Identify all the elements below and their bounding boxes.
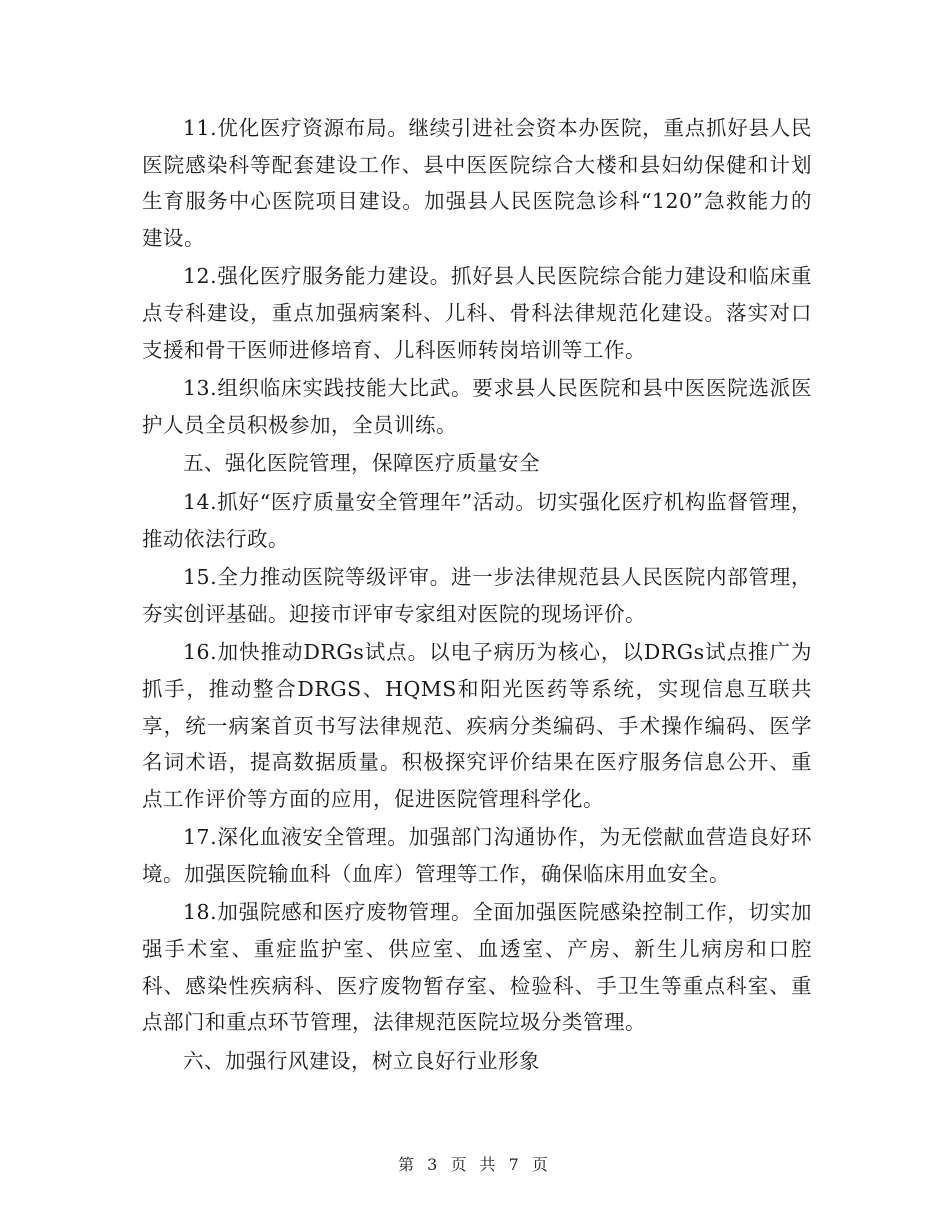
paragraph-12: 12.强化医疗服务能力建设。抓好县人民医院综合能力建设和临床重点专科建设，重点加强病案科、儿科、骨科法律规范化建设。落实对口支援和骨干医师进修培育、儿科医师转岗培训等工作。 [142, 264, 812, 362]
page-footer: 第 3 页 共 7 页 [398, 1155, 552, 1174]
section-heading-5: 五、强化医院管理，保障医疗质量安全 [183, 451, 540, 476]
paragraph-15: 15.全力推动医院等级评审。进一步法律规范县人民医院内部管理，夯实创评基础。迎接市评审专家组对医院的现场评价。 [142, 565, 812, 626]
document-body [142, 110, 812, 1081]
paragraph-16: 16.加快推动DRGs试点。以电子病历为核心，以DRGs试点推广为抓手，推动整合DRGS、HQMS和阳光医药等系统，实现信息互联共享，统一病案首页书写法律规范、疾病分类编码、手术操作编码、医学名词术语，提高数据质量。积极探究评价结果在医疗服务信息公开、重点工作评价等方面的应用，促进医院管理科学化。 [142, 640, 812, 811]
paragraph-11: 11.优化医疗资源布局。继续引进社会资本办医院，重点抓好县人民医院感染科等配套建设工作、县中医医院综合大楼和县妇幼保健和计划生育服务中心医院项目建设。加强县人民医院急诊科“120”急救能力的建设。 [142, 116, 812, 250]
paragraph-13: 13.组织临床实践技能大比武。要求县人民医院和县中医医院选派医护人员全员积极参加，全员训练。 [142, 376, 812, 437]
paragraph-18: 18.加强院感和医疗废物管理。全面加强医院感染控制工作，切实加强手术室、重症监护室、供应室、血透室、产房、新生儿病房和口腔科、感染性疾病科、医疗废物暂存室、检验科、手卫生等重点科室、重点部门和重点环节管理，法律规范医院垃圾分类管理。 [142, 900, 812, 1035]
paragraph-14: 14.抓好“医疗质量安全管理年”活动。切实强化医疗机构监督管理，推动依法行政。 [142, 489, 812, 551]
section-heading-6: 六、加强行风建设，树立良好行业形象 [183, 1048, 540, 1073]
paragraph-17: 17.深化血液安全管理。加强部门沟通协作，为无偿献血营造良好环境。加强医院输血科（血库）管理等工作，确保临床用血安全。 [142, 825, 812, 886]
